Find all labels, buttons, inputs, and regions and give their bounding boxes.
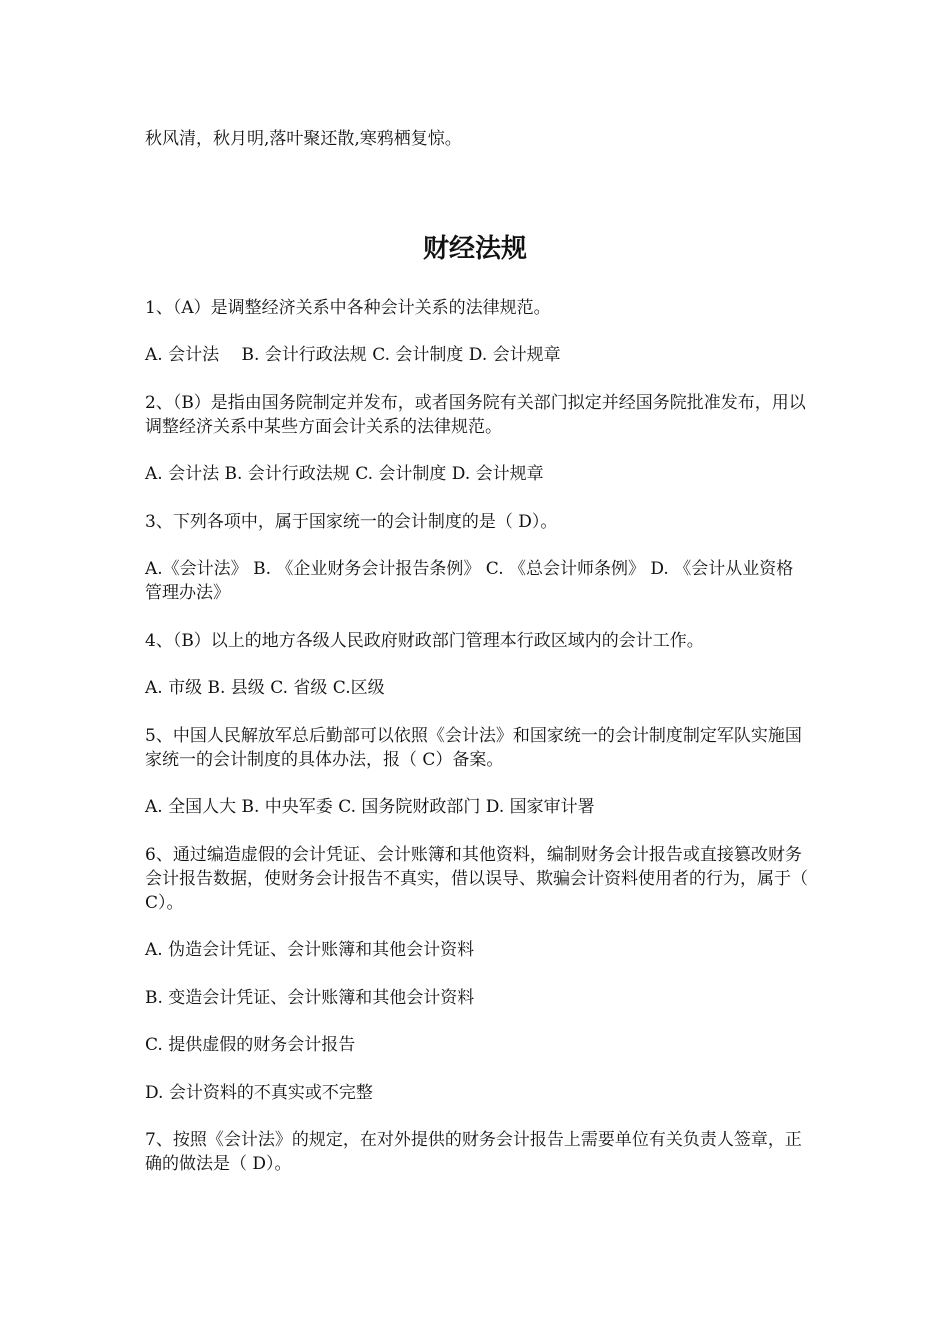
question-7-stem: 7、按照《会计法》的规定，在对外提供的财务会计报告上需要单位有关负责人签章，正确的做法是（ D）。 bbox=[145, 1130, 802, 1174]
question-6-option-a: A. 伪造会计凭证、会计账簿和其他会计资料 bbox=[145, 940, 475, 960]
question-4-stem: 4、（B）以上的地方各级人民政府财政部门管理本行政区域内的会计工作。 bbox=[145, 631, 704, 651]
poem-line: 秋风清，秋月明,落叶聚还散,寒鸦栖复惊。 bbox=[145, 129, 462, 149]
question-1-options: A. 会计法 B. 会计行政法规 C. 会计制度 D. 会计规章 bbox=[145, 345, 561, 365]
question-6-option-d: D. 会计资料的不真实或不完整 bbox=[145, 1083, 373, 1103]
question-5-stem: 5、中国人民解放军总后勤部可以依照《会计法》和国家统一的会计制度制定军队实施国家统一的会计制度的具体办法，报（ C）备案。 bbox=[145, 726, 802, 770]
question-6-stem: 6、通过编造虚假的会计凭证、会计账簿和其他资料，编制财务会计报告或直接篡改财务会计报告数据，使财务会计报告不真实，借以误导、欺骗会计资料使用者的行为，属于（ C）。 bbox=[145, 845, 808, 913]
question-2-stem: 2、（B）是指由国务院制定并发布，或者国务院有关部门拟定并经国务院批准发布，用以调整经济关系中某些方面会计关系的法律规范。 bbox=[145, 393, 806, 437]
question-2-options: A. 会计法 B. 会计行政法规 C. 会计制度 D. 会计规章 bbox=[145, 464, 544, 484]
question-3-stem: 3、下列各项中，属于国家统一的会计制度的是（ D）。 bbox=[145, 512, 558, 532]
question-6-option-c: C. 提供虚假的财务会计报告 bbox=[145, 1035, 356, 1055]
question-4-options: A. 市级 B. 县级 C. 省级 C.区级 bbox=[145, 678, 385, 698]
question-1-stem: 1、（A）是调整经济关系中各种会计关系的法律规范。 bbox=[145, 298, 551, 318]
page-title: 财经法规 bbox=[422, 234, 527, 264]
question-5-options: A. 全国人大 B. 中央军委 C. 国务院财政部门 D. 国家审计署 bbox=[145, 797, 595, 817]
question-3-options: A.《会计法》 B. 《企业财务会计报告条例》 C. 《总会计师条例》 D. 《会计从业资格管理办法》 bbox=[145, 559, 794, 603]
question-6-option-b: B. 变造会计凭证、会计账簿和其他会计资料 bbox=[145, 988, 475, 1008]
